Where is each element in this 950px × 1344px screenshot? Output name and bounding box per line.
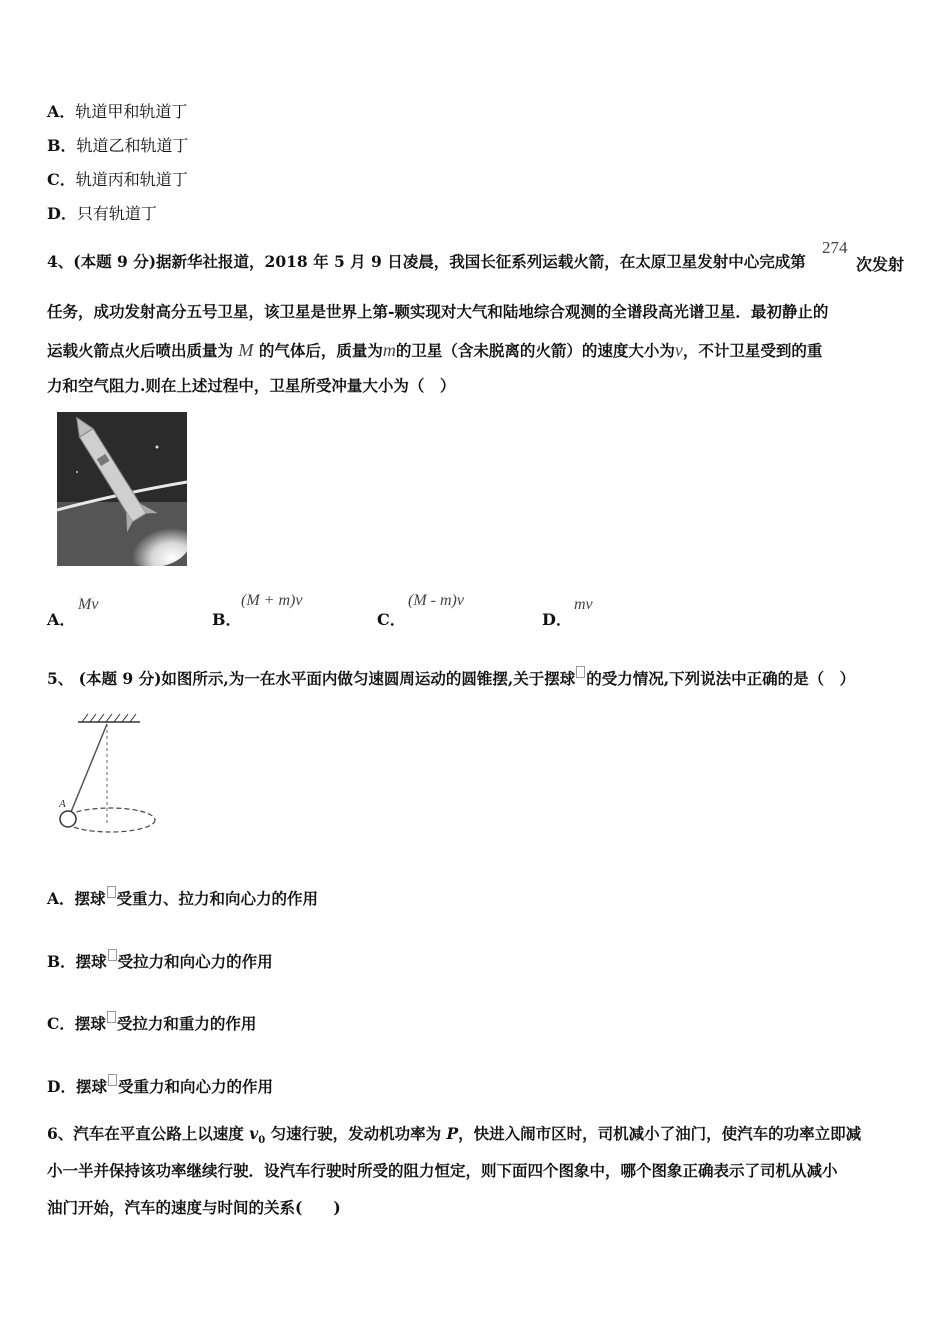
option-text: 受重力、拉力和向心力的作用 [116, 889, 319, 908]
q5-option-b [47, 949, 273, 972]
var-v0-subscript: 0 [258, 1135, 266, 1147]
q4-launch-number: 274 [822, 238, 848, 257]
option-key: C． [47, 170, 76, 189]
placeholder-box-icon [576, 666, 585, 678]
option-key: B． [47, 952, 76, 971]
q5-stem [47, 666, 855, 689]
rocket-photo [57, 412, 187, 566]
q3-option-d [47, 204, 157, 224]
conical-pendulum-figure [55, 712, 165, 840]
option-subject: 摆球 [74, 1014, 106, 1033]
q4-line1-text: 4、(本题 9 分)据新华社报道，2018 年 5 月 9 日凌晨，我国长征系列运载火箭，在太原卫星发射中心完成第 [47, 252, 806, 271]
q4-stem-line4: 力和空气阻力.则在上述过程中，卫星所受冲量大小为（ ） [47, 376, 456, 395]
q6-line1-part-a: 6、汽车在平直公路上以速度 [47, 1124, 250, 1143]
q4-option-a-formula: Mv [78, 596, 99, 613]
pendulum-diagram [55, 712, 165, 840]
q5-stem-part-b: 的受力情况,下列说法中正确的是（ ） [586, 669, 856, 688]
q3-option-c [47, 170, 188, 190]
q4-option-a-key: A． [47, 610, 76, 629]
q3-option-a [47, 102, 187, 122]
option-text: 受拉力和重力的作用 [116, 1014, 257, 1033]
option-subject: 摆球 [75, 1077, 107, 1096]
var-v: v [674, 340, 683, 360]
placeholder-box-icon [107, 1011, 116, 1023]
q4-stem-line1 [47, 252, 806, 272]
q4-stem-line3 [47, 340, 822, 361]
q4-option-d-key: D． [542, 610, 572, 629]
option-key: B． [47, 136, 77, 155]
option-key: A． [47, 102, 76, 121]
q4-line1-tail: 次发射 [856, 255, 905, 274]
q6-stem-line2: 小一半并保持该功率继续行驶．设汽车行驶时所受的阻力恒定，则下面四个图象中，哪个图象正确表示了司机从减小 [47, 1161, 838, 1180]
q4-line3-part-b: 的气体后，质量为 [258, 341, 383, 360]
q6-stem-line1 [47, 1124, 861, 1151]
var-P: P [446, 1124, 459, 1143]
rocket-launch-image [57, 412, 187, 566]
q3-option-b [47, 136, 189, 156]
option-subject: 摆球 [74, 889, 106, 908]
pendulum-label-a: A [59, 798, 66, 810]
q5-option-d [47, 1074, 273, 1097]
q4-stem-line2: 任务，成功发射高分五号卫星，该卫星是世界上第-颗实现对大气和陆地综合观测的全谱段高光谱卫星．最初静止的 [47, 302, 829, 321]
q6-line1-part-c: ，快进入闹市区时，司机减小了油门，使汽车的功率立即减 [458, 1124, 862, 1143]
placeholder-box-icon [108, 1074, 117, 1086]
option-subject: 摆球 [75, 952, 107, 971]
q4-line3-part-a: 运载火箭点火后喷出质量为 [47, 341, 234, 360]
q4-option-b-formula: (M + m)v [241, 592, 303, 609]
q4-line3-part-c: 的卫星（含未脱离的火箭）的速度大小为 [395, 341, 675, 360]
option-text: 只有轨道丁 [76, 204, 157, 223]
option-text: 轨道甲和轨道丁 [75, 102, 188, 121]
placeholder-box-icon [107, 886, 116, 898]
var-M: M [238, 340, 254, 360]
option-key: A． [47, 889, 75, 908]
q4-option-c-formula: (M - m)v [408, 592, 464, 609]
q4-line3-part-d: ，不计卫星受到的重 [682, 341, 823, 360]
q4-option-c-key: C． [377, 610, 406, 629]
option-key: C． [47, 1014, 75, 1033]
placeholder-box-icon [108, 949, 117, 961]
option-key: D． [47, 204, 77, 223]
option-text: 轨道乙和轨道丁 [76, 136, 189, 155]
q5-option-a [47, 886, 318, 909]
option-text: 受拉力和向心力的作用 [117, 952, 273, 971]
var-m: m [382, 340, 396, 360]
q4-option-d-formula: mv [574, 596, 593, 613]
option-key: D． [47, 1077, 76, 1096]
q6-line1-part-b: 匀速行驶，发动机功率为 [265, 1124, 447, 1143]
q5-option-c [47, 1011, 256, 1034]
q5-stem-part-a: 5、 (本题 9 分)如图所示,为一在水平面内做匀速圆周运动的圆锥摆,关于摆球 [47, 669, 576, 688]
var-v0: v [249, 1124, 259, 1143]
q4-option-b-key: B． [212, 610, 242, 629]
option-text: 受重力和向心力的作用 [117, 1077, 273, 1096]
q6-stem-line3: 油门开始，汽车的速度与时间的关系( ) [47, 1198, 341, 1217]
option-text: 轨道丙和轨道丁 [75, 170, 188, 189]
